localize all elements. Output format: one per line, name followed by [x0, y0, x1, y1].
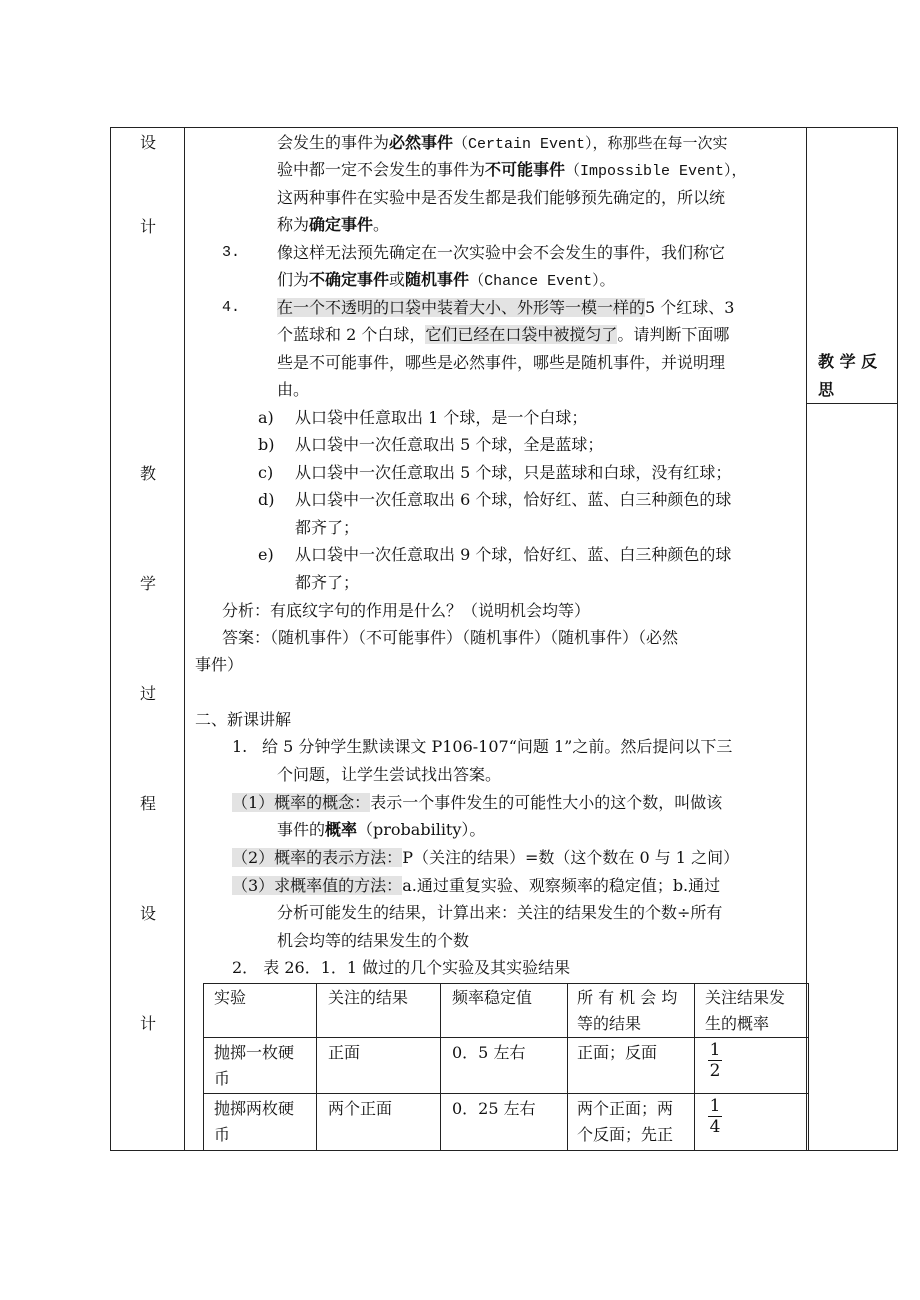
table-cell: 个反面；先正 [577, 1125, 674, 1144]
text: （Chance Event）。 [469, 273, 615, 290]
side-label: 设 [139, 133, 156, 152]
probability-fraction [708, 1097, 722, 1136]
numerator: 1 [709, 1040, 721, 1060]
table-cell: 抛掷两枚硬 [214, 1099, 295, 1118]
term-probability: 概率 [325, 820, 358, 839]
text-line: 分析可能发生的结果，计算出来：关注的结果发生的个数÷所有 [277, 903, 723, 922]
side-label: 学 [139, 574, 156, 593]
option-text: 从口袋中任意取出 1 个球，是一个白球； [295, 408, 588, 427]
table-header: 关注的结果 [328, 988, 409, 1007]
table-cell: 0．25 左右 [452, 1099, 536, 1118]
side-label: 计 [139, 1014, 156, 1033]
table-border [806, 403, 897, 404]
text: 会发生的事件为 [277, 133, 390, 152]
term-random-event: 随机事件 [405, 270, 470, 289]
text: 个蓝球和 2 个白球， [277, 325, 426, 344]
table-border [110, 127, 111, 1151]
text-line [277, 160, 747, 182]
text: 。请判断下面哪 [617, 325, 730, 344]
denominator: 2 [709, 1061, 721, 1081]
table-cell: 两个正面；两 [577, 1099, 674, 1118]
term-uncertain-event: 不确定事件 [309, 270, 390, 289]
option-marker: e) [258, 545, 274, 564]
side-label: 教 [139, 464, 156, 483]
text-line [277, 133, 728, 155]
side-label: 设 [139, 904, 156, 923]
option-text: 从口袋中一次任意取出 5 个球，只是蓝球和白球，没有红球； [295, 463, 732, 482]
reflection-label: 思 [818, 380, 835, 399]
option-text: 从口袋中一次任意取出 6 个球，恰好红、蓝、白三种颜色的球 [295, 490, 732, 509]
side-label: 过 [139, 684, 156, 703]
text: （probability）。 [357, 820, 486, 839]
text-line [232, 848, 739, 868]
table-border [806, 127, 807, 1151]
text: 们为 [277, 270, 310, 289]
analysis-text: 分析：有底纹字句的作用是什么？（说明机会均等） [222, 601, 591, 620]
table-border [110, 1150, 897, 1151]
table-cell: 币 [214, 1125, 231, 1144]
option-marker: b) [258, 435, 275, 454]
text-line [232, 876, 720, 896]
text-line [277, 298, 734, 318]
table-cell: 正面 [328, 1043, 361, 1062]
option-text: 从口袋中一次任意取出 5 个球，全是蓝球； [295, 435, 604, 454]
text: 。 [373, 215, 390, 234]
option-text: 都齐了； [295, 573, 360, 592]
list-number: 1. [232, 737, 248, 756]
table-cell: 两个正面 [328, 1099, 393, 1118]
shaded-text: 它们已经在口袋中被搅匀了 [425, 325, 618, 344]
table-header: 频率稳定值 [452, 988, 533, 1007]
option-text: 从口袋中一次任意取出 9 个球，恰好红、蓝、白三种颜色的球 [295, 545, 732, 564]
text-line [232, 793, 722, 813]
denominator: 4 [709, 1117, 721, 1137]
text: （Impossible Event）， [565, 163, 747, 180]
text-line: 些是不可能事件，哪些是必然事件，哪些是随机事件，并说明理 [277, 353, 726, 372]
table-header: 等的结果 [577, 1014, 642, 1033]
table-cell: 币 [214, 1069, 231, 1088]
text: P（关注的结果）=数（这个数在 0 与 1 之间） [402, 848, 740, 867]
table-border [184, 127, 185, 1151]
term-determined-event: 确定事件 [309, 215, 374, 234]
section-heading: 二、新课讲解 [195, 710, 292, 729]
list-number: 3. [222, 244, 241, 261]
text-line: 给 5 分钟学生默读课文 P106-107“问题 1”之前。然后提问以下三 [262, 737, 733, 756]
reflection-label: 教 学 反 [818, 352, 878, 371]
table-header: 生的概率 [705, 1014, 770, 1033]
table-caption: 2． 表 26．1．1 做过的几个实验及其实验结果 [232, 958, 571, 977]
side-label: 程 [139, 794, 156, 813]
text-line [277, 215, 389, 235]
numerator: 1 [709, 1096, 721, 1116]
table-cell: 正面；反面 [577, 1043, 658, 1062]
option-marker: d) [258, 490, 275, 509]
text-line: 这两种事件在实验中是否发生都是我们能够预先确定的，所以统 [277, 188, 726, 207]
term-certain-event: 必然事件 [389, 133, 454, 152]
text: 验中都一定不会发生的事件为 [277, 160, 486, 179]
option-marker: c) [258, 463, 274, 482]
option-marker: a) [258, 408, 274, 427]
shaded-text: （2）概率的表示方法： [232, 848, 403, 867]
table-cell: 0．5 左右 [452, 1043, 526, 1062]
text: 5 个红球、3 [645, 298, 735, 317]
text-line: 机会均等的结果发生的个数 [277, 931, 470, 950]
table-header: 实验 [214, 988, 247, 1007]
table-cell: 抛掷一枚硬 [214, 1043, 295, 1062]
shaded-text: （3）求概率值的方法： [232, 876, 403, 895]
text-line [277, 325, 729, 345]
answer-text: 事件） [195, 655, 244, 674]
text-line: 由。 [277, 380, 310, 399]
option-text: 都齐了； [295, 518, 360, 537]
text: （Certain Event），称那些在每一次实 [453, 136, 728, 153]
text-line: 像这样无法预先确定在一次实验中会不会发生的事件，我们称它 [277, 243, 726, 262]
probability-fraction [708, 1041, 722, 1080]
text: 或 [389, 270, 406, 289]
text-line: 个问题，让学生尝试找出答案。 [277, 765, 502, 784]
answer-text: 答案：（随机事件）（不可能事件）（随机事件）（随机事件）（必然 [222, 628, 679, 647]
text: a.通过重复实验、观察频率的稳定值；b.通过 [402, 876, 721, 895]
table-header: 关注结果发 [705, 988, 786, 1007]
list-number: 4. [222, 299, 241, 316]
term-impossible-event: 不可能事件 [485, 160, 566, 179]
table-border [110, 127, 897, 128]
side-label: 计 [139, 217, 156, 236]
shaded-text: （1）概率的概念： [232, 793, 371, 812]
table-border [897, 127, 898, 1151]
text: 事件的 [277, 820, 326, 839]
shaded-text: 在一个不透明的口袋中装着大小、外形等一模一样的 [277, 298, 646, 317]
text: 称为 [277, 215, 310, 234]
text: 表示一个事件发生的可能性大小的这个数，叫做该 [370, 793, 723, 812]
text-line [277, 270, 615, 292]
text-line [277, 820, 485, 840]
table-header: 所 有 机 会 均 [577, 988, 678, 1007]
